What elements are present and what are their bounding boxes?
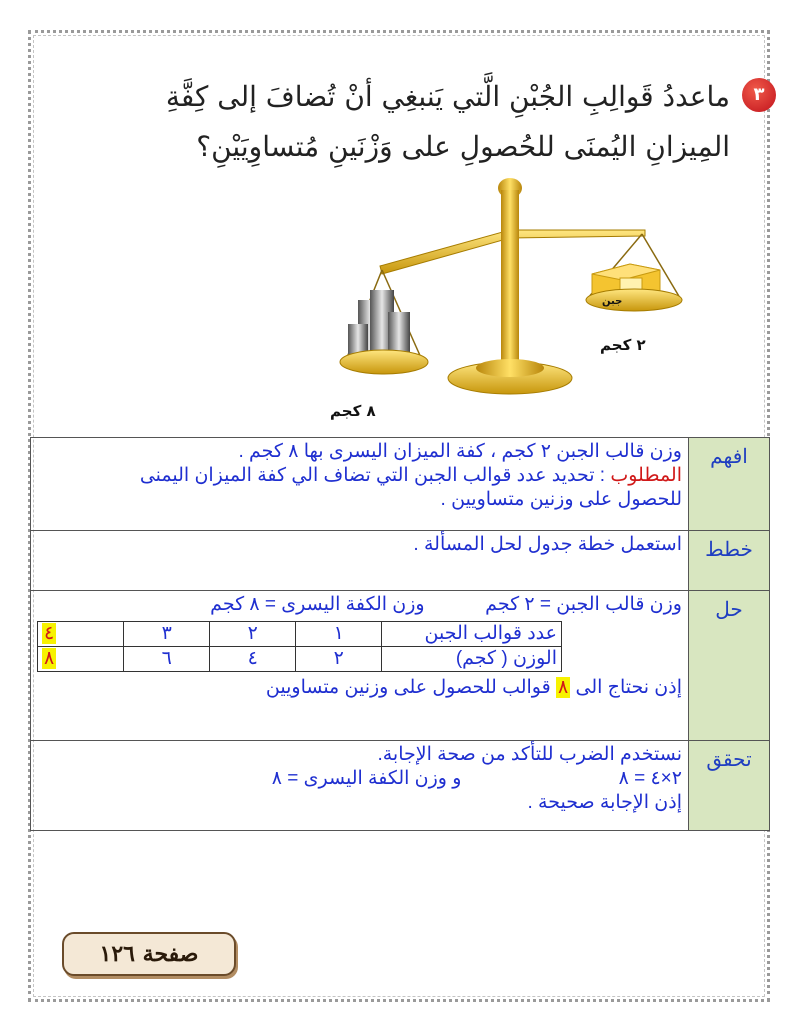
solve-conclusion: [37, 676, 682, 700]
left-pan-weight-text: وزن الكفة اليسرى = ٨ كجم: [210, 594, 425, 615]
table-row-head: عدد قوالب الجبن: [382, 622, 562, 647]
understand-line-2: [37, 464, 682, 488]
conclusion-text-a: إذن نحتاج الى: [570, 677, 682, 698]
question-number-badge: ٣: [742, 78, 776, 112]
question: [90, 72, 765, 172]
page-number-label: صفحة ١٢٦: [62, 932, 236, 976]
required-text: : تحديد عدد قوالب الجبن التي تضاف الي كفة الميزان اليمنى: [139, 465, 611, 486]
table-row: [38, 622, 562, 647]
step-content: [31, 741, 689, 831]
table-cell: ٦: [124, 647, 210, 672]
table-cell: ٤: [210, 647, 296, 672]
conclusion-text-b: قوالب للحصول على وزنين متساويين: [265, 677, 556, 698]
check-equation: ٢×٤ = ٨: [618, 768, 682, 789]
cheese-weight-text: وزن قالب الجبن = ٢ كجم: [485, 594, 682, 615]
step-label: تحقق: [689, 741, 770, 831]
step-label: حل: [689, 591, 770, 741]
question-line-2: المِيزانِ اليُمنَى للحُصولِ على وَزْنَينِ مُتساوِيَيْنِ؟: [196, 130, 730, 163]
table-cell: ١: [296, 622, 382, 647]
step-content: [31, 591, 689, 741]
solution-table: [30, 437, 770, 831]
balance-scale-illustration: [330, 170, 690, 420]
check-left-pan: و وزن الكفة اليسرى = ٨: [271, 768, 462, 789]
highlighted-value: ٤: [44, 623, 55, 644]
weights-table: [37, 621, 562, 672]
table-row-head: الوزن ( كجم): [382, 647, 562, 672]
table-cell: [38, 622, 124, 647]
table-cell: [38, 647, 124, 672]
highlighted-value: ٨: [44, 648, 55, 669]
table-row: [38, 647, 562, 672]
check-line-1: نستخدم الضرب للتأكد من صحة الإجابة.: [377, 744, 682, 765]
step-check: [31, 741, 770, 831]
right-weight-label: ٢ كجم: [600, 336, 646, 354]
conclusion-number: ٨: [558, 677, 569, 698]
step-content: [31, 531, 689, 591]
plan-line-1: استعمل خطة جدول لحل المسألة .: [413, 534, 682, 555]
required-label: المطلوب: [610, 465, 682, 486]
table-cell: ٢: [296, 647, 382, 672]
understand-line-1: وزن قالب الجبن ٢ كجم ، كفة الميزان اليسرى بها ٨ كجم .: [238, 441, 682, 462]
step-label: خطط: [689, 531, 770, 591]
step-label: افهم: [689, 438, 770, 531]
step-solve: [31, 591, 770, 741]
step-content: [31, 438, 689, 531]
table-cell: ٣: [124, 622, 210, 647]
step-plan: [31, 531, 770, 591]
step-understand: [31, 438, 770, 531]
check-line-2: [37, 767, 682, 791]
solve-line-1: [37, 593, 682, 617]
question-line-1: ماعددُ قَوالِبِ الجُبْنِ الَّتي يَنبغِي أنْ تُضافَ إلى كِفَّةِ: [165, 80, 730, 113]
understand-line-3: للحصول على وزنين متساويين .: [440, 489, 682, 510]
table-cell: ٢: [210, 622, 296, 647]
check-line-3: إذن الإجابة صحيحة .: [527, 792, 682, 813]
balance-scale-icon: [330, 170, 690, 420]
left-weight-label: ٨ كجم: [330, 402, 376, 420]
cheese-label: جبن: [602, 296, 623, 307]
